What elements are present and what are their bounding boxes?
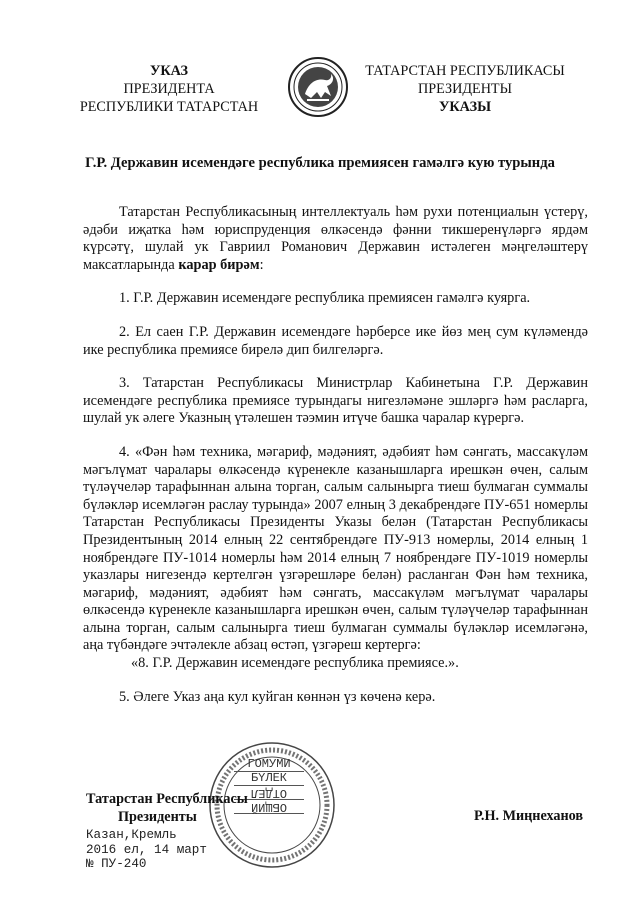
item-1: 1. Г.Р. Державин исемендәге республика премиясен гамәлгә куярга.: [119, 290, 531, 307]
meta-place: Казан,Кремль: [86, 828, 177, 842]
header-left-line-1: УКАЗ: [149, 63, 189, 79]
tatarstan-emblem-icon: [287, 56, 349, 118]
seal-line-2: БҮЛЕК: [234, 772, 304, 786]
meta-number: № ПУ-240: [86, 857, 147, 871]
document-title: Г.Р. Державин исемендәге республика премиясен гамәлгә кую турында: [85, 155, 555, 171]
signature-title-line-2: Президенты: [118, 809, 197, 825]
signature-title: [86, 790, 248, 826]
item-5: 5. Әлеге Указ аңа кул куйган көннән үз көченә керә.: [119, 688, 436, 705]
header-left: [58, 62, 280, 116]
item-4-quote: «8. Г.Р. Державин исемендәге республика премиясе.».: [131, 655, 459, 672]
header-left-line-2: ПРЕЗИДЕНТА: [123, 81, 215, 97]
item-4: 4. «Фән һәм техника, мәгариф, мәдәният, әдәбият һәм сәнгать, массакүләм мәгълүмат чаралары өлкәсендә күренекле казанышларга ирешкән өчен, салым түләүчеләр тарафыннан алына торган, салым салынырга тиеш булмаган суммалы бүләкләр исемләгән раслау турында» 2007 елның 3 декабрендәге ПУ-651 номерлы Татарстан Республикасы Президенты Указы белән (Татарстан Республикасы Президентының 2014 елның 22 сентябрендәге ПУ-913 номерлы, 2014 елның 1 ноябрендәге ПУ-1014 номерлы һәм 2014 елның 7 ноябрендәге ПУ-1019 номерлы указлары нигезендә кертелгән үзгәрешләре белән) расланган Фән һәм техника, мәгариф, мәдәният, әдәбият һәм сәнгать, массакүләм мәгълүмат чаралары өлкәсендә күренекле казанышларга ирешкән өчен, салым түләүчеләр тарафыннан алына торган, салым салынырга тиеш булмаган суммалы бүләкләр исемләгәнә, аңа түбәндәге эчтәлекле абзац өстәп, үзгәреш кертергә:: [83, 443, 588, 654]
header-right-line-2: ПРЕЗИДЕНТЫ: [418, 81, 512, 97]
header-right-line-3: УКАЗЫ: [438, 99, 491, 115]
signature-name: Р.Н. Миңнеханов: [474, 808, 584, 824]
header-right-line-1: ТАТАРСТАН РЕСПУБЛИКАСЫ: [365, 63, 565, 79]
intro-end: :: [259, 256, 264, 273]
header-left-line-3: РЕСПУБЛИКИ ТАТАРСТАН: [79, 99, 259, 115]
signature-title-line-1: Татарстан Республикасы: [86, 791, 248, 807]
seal-line-4: ОБЩИЙ: [234, 800, 304, 814]
intro-paragraph: [83, 204, 588, 274]
intro-text: Татарстан Республикасының интеллектуаль һәм рухи потенциалын үстерү, әдәби иҗатка һәм юриспруденция өлкәсендә фәнни тикшеренүләргә ярдәм күрсәтү, шулай ук Гавриил Романович Державин истәлеген мәңгеләштерү максатларында: [83, 204, 588, 273]
item-2: 2. Ел саен Г.Р. Державин исемендәге һәрберсе ике йөз мең сум күләмендә ике республика премиясе бирелә дип билгеләргә.: [83, 323, 588, 358]
seal-line-3: ОТДЕЛ: [234, 786, 304, 800]
seal-line-1: ГОМУМИ: [234, 758, 304, 772]
document-body: [83, 204, 588, 706]
header-right: [352, 62, 578, 116]
item-3: 3. Татарстан Республикасы Министрлар Кабинетына Г.Р. Державин исемендәге республика премиясе турындагы нигезләмәне эшләргә һәм расларга, шулай ук әлеге Указның үтәлешен тәэмин итүче башка чаралар күрергә.: [83, 375, 588, 427]
intro-bold-text: карар бирәм: [178, 256, 260, 273]
meta-date: 2016 ел, 14 март: [86, 842, 207, 857]
document-meta: [86, 828, 207, 872]
